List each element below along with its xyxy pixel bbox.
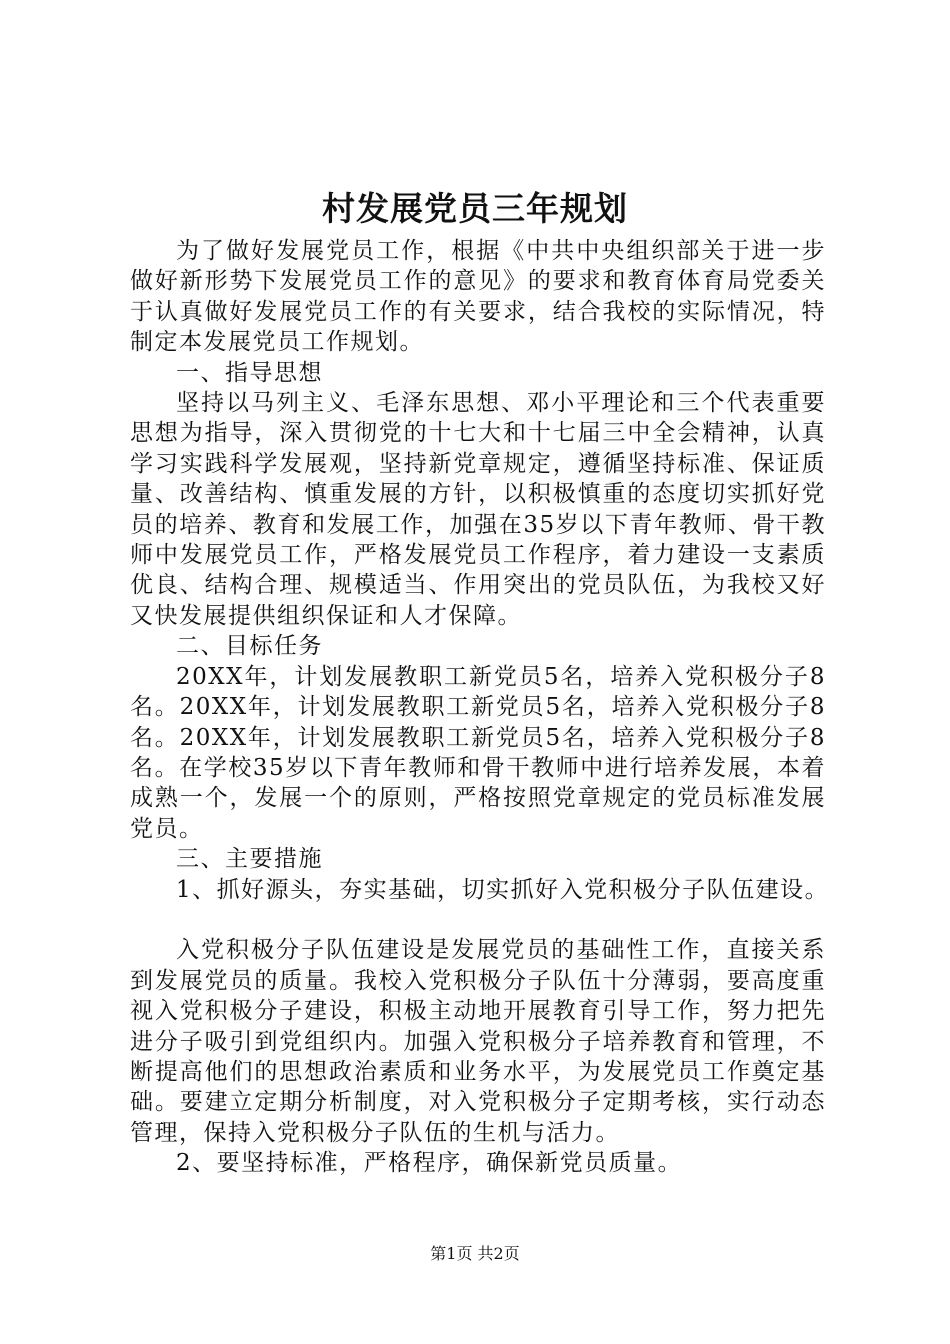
section-heading-main-measures: 三、主要措施 [176,846,323,873]
paragraph-gap [130,905,826,935]
page-footer: 第1页 共2页 [430,1244,520,1263]
document-body [130,236,830,1179]
guiding-ideology-paragraph: 坚持以马列主义、毛泽东思想、邓小平理论和三个代表重要思想为指导，深入贯彻党的十七大和十七届三中全会精神，认真学习实践科学发展观，坚持新党章规定，遵循坚持标准、保证质量、改善结构、慎重发展的方针，以积极慎重的态度切实抓好党员的培养、教育和发展工作，加强在35岁以下青年教师、骨干教师中发展党员工作，严格发展党员工作程序，着力建设一支素质优良、结构合理、规模适当、作用突出的党员队伍，为我校又好又快发展提供组织保证和人才保障。 [130,390,826,629]
target-tasks-paragraph: 20XX年，计划发展教职工新党员5名，培养入党积极分子8名。20XX年，计划发展教职工新党员5名，培养入党积极分子8名。20XX年，计划发展教职工新党员5名，培养入党积极分子8名。在学校35岁以下青年教师和骨干教师中进行培养发展，本着成熟一个，发展一个的原则，严格按照党章规定的党员标准发展党员。 [130,663,826,842]
measure-2-heading: 2、要坚持标准，严格程序，确保新党员质量。 [176,1150,683,1177]
section-heading-guiding-ideology: 一、指导思想 [176,359,323,386]
intro-paragraph: 为了做好发展党员工作，根据《中共中央组织部关于进一步做好新形势下发展党员工作的意见》的要求和教育体育局党委关于认真做好发展党员工作的有关要求，结合我校的实际情况，特制定本发展党员工作规划。 [130,238,826,356]
measure-1-paragraph: 入党积极分子队伍建设是发展党员的基础性工作，直接关系到发展党员的质量。我校入党积极分子队伍十分薄弱，要高度重视入党积极分子建设，积极主动地开展教育引导工作，努力把先进分子吸引到党组织内。加强入党积极分子培养教育和管理，不断提高他们的思想政治素质和业务水平，为发展党员工作奠定基础。要建立定期分析制度，对入党积极分子定期考核，实行动态管理，保持入党积极分子队伍的生机与活力。 [130,937,826,1146]
measure-1-heading: 1、抓好源头，夯实基础，切实抓好入党积极分子队伍建设。 [176,876,830,903]
section-heading-target-tasks: 二、目标任务 [176,633,323,660]
document-title: 村发展党员三年规划 [322,189,628,228]
